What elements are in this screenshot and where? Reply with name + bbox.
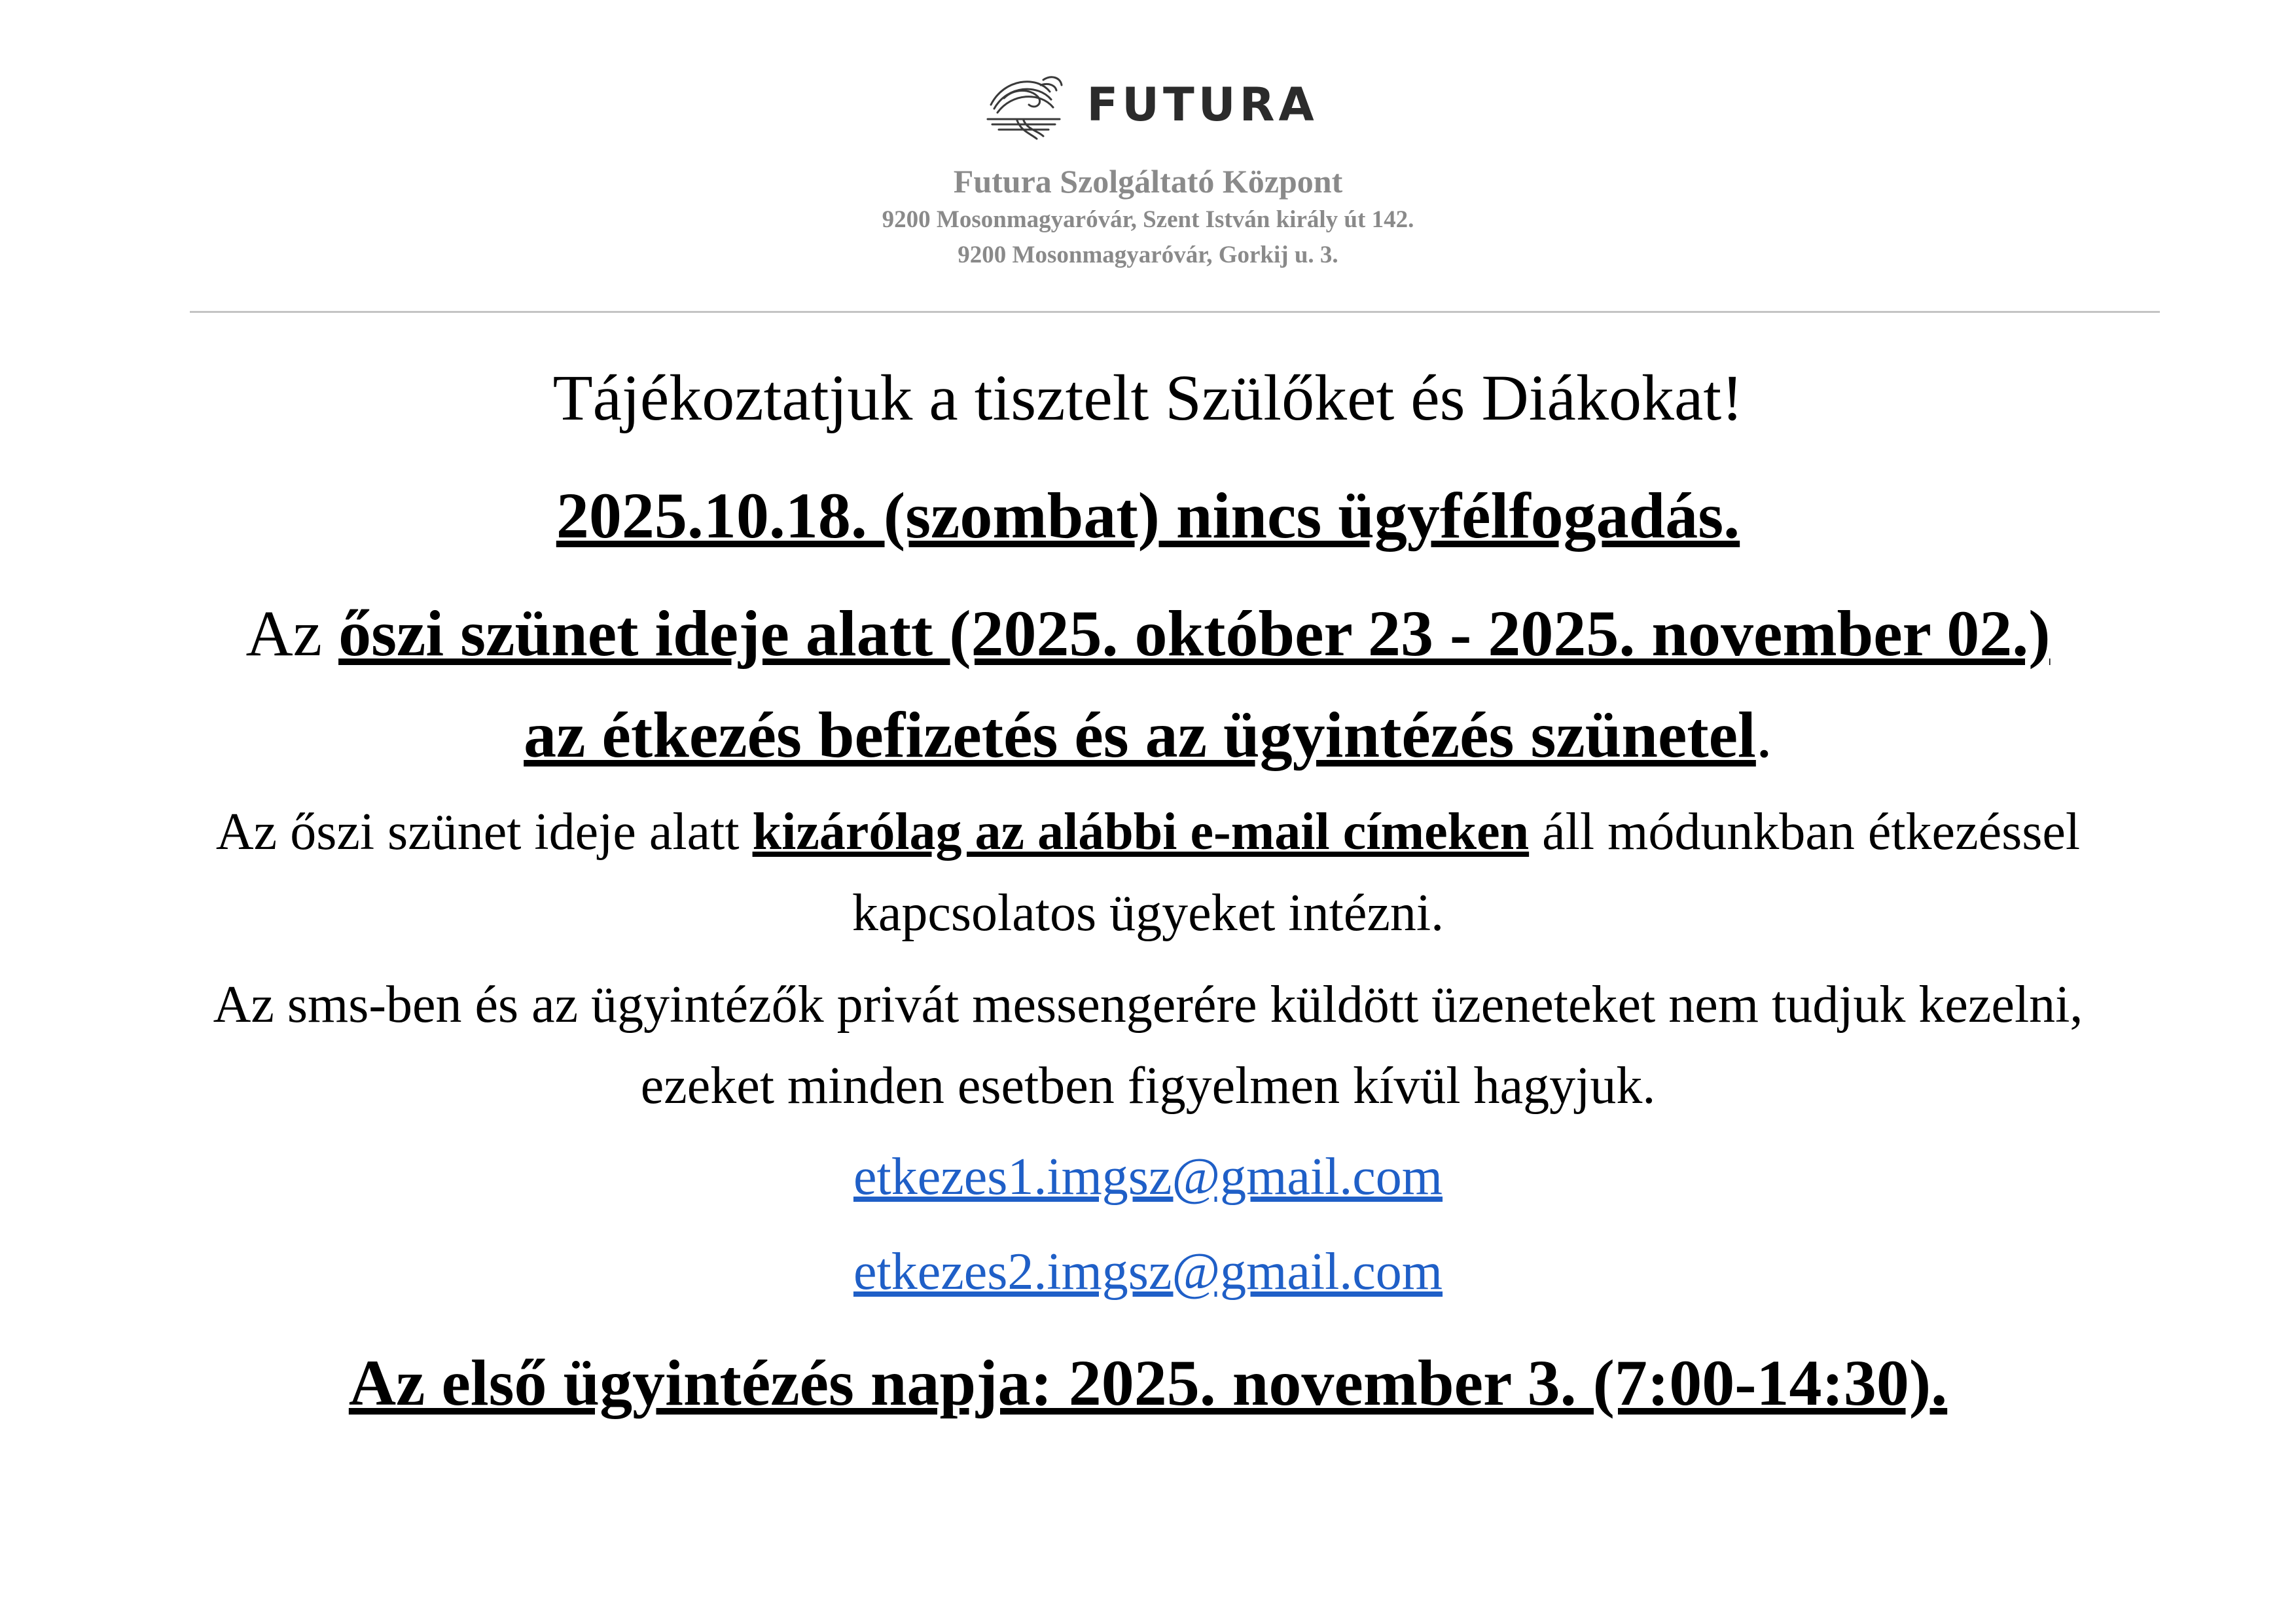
futura-swirl-logo-icon [978,65,1069,144]
break-suspended-end: . [1755,698,1772,771]
org-address-2: 9200 Mosonmagyaróvár, Gorkij u. 3. [958,242,1338,268]
sms-line-1: Az sms-ben és az ügyintézők privát messengerére küldött üzeneteket nem tudjuk kezelni, [213,976,2083,1034]
break-suspended: az étkezés befizetés és az ügyintézés szünetel [524,698,1756,771]
break-prefix: Az [245,597,339,670]
greeting: Tájékoztatjuk a tisztelt Szülőket és Diákokat! [552,361,1744,434]
break-period-line [0,596,2296,671]
email-1-row [0,1147,2296,1207]
org-name: Futura Szolgáltató Központ [953,163,1343,200]
closed-day-notice: 2025.10.18. (szombat) nincs ügyfélfogadás. [556,479,1740,552]
break-suspended-line [0,697,2296,772]
email-only-prefix: Az őszi szünet ideje alatt [215,803,753,861]
header-divider [190,311,2160,313]
break-period: őszi szünet ideje alatt (2025. október 23 - 2025. november 02.) [338,597,2051,670]
sms-line-2: ezeket minden esetben figyelmen kívül hagyjuk. [640,1057,1656,1115]
first-day-notice: Az első ügyintézés napja: 2025. november 3. (7:00-14:30). [348,1346,1948,1419]
org-address-1: 9200 Mosonmagyaróvár, Szent István király út 142. [882,206,1414,233]
email-only-line-1 [0,803,2296,862]
email-2-row [0,1242,2296,1302]
email-only-line-2: kapcsolatos ügyeket intézni. [852,884,1444,942]
logo-wordmark: FUTURA [1086,78,1318,132]
email-only-suffix: áll módunkban étkezéssel [1529,803,2081,861]
logo [0,59,2296,151]
email-link-2[interactable]: etkezes2.imgsz@gmail.com [853,1243,1443,1301]
email-link-1[interactable]: etkezes1.imgsz@gmail.com [853,1148,1443,1206]
email-only-emphasis: kizárólag az alábbi e-mail címeken [752,803,1530,861]
